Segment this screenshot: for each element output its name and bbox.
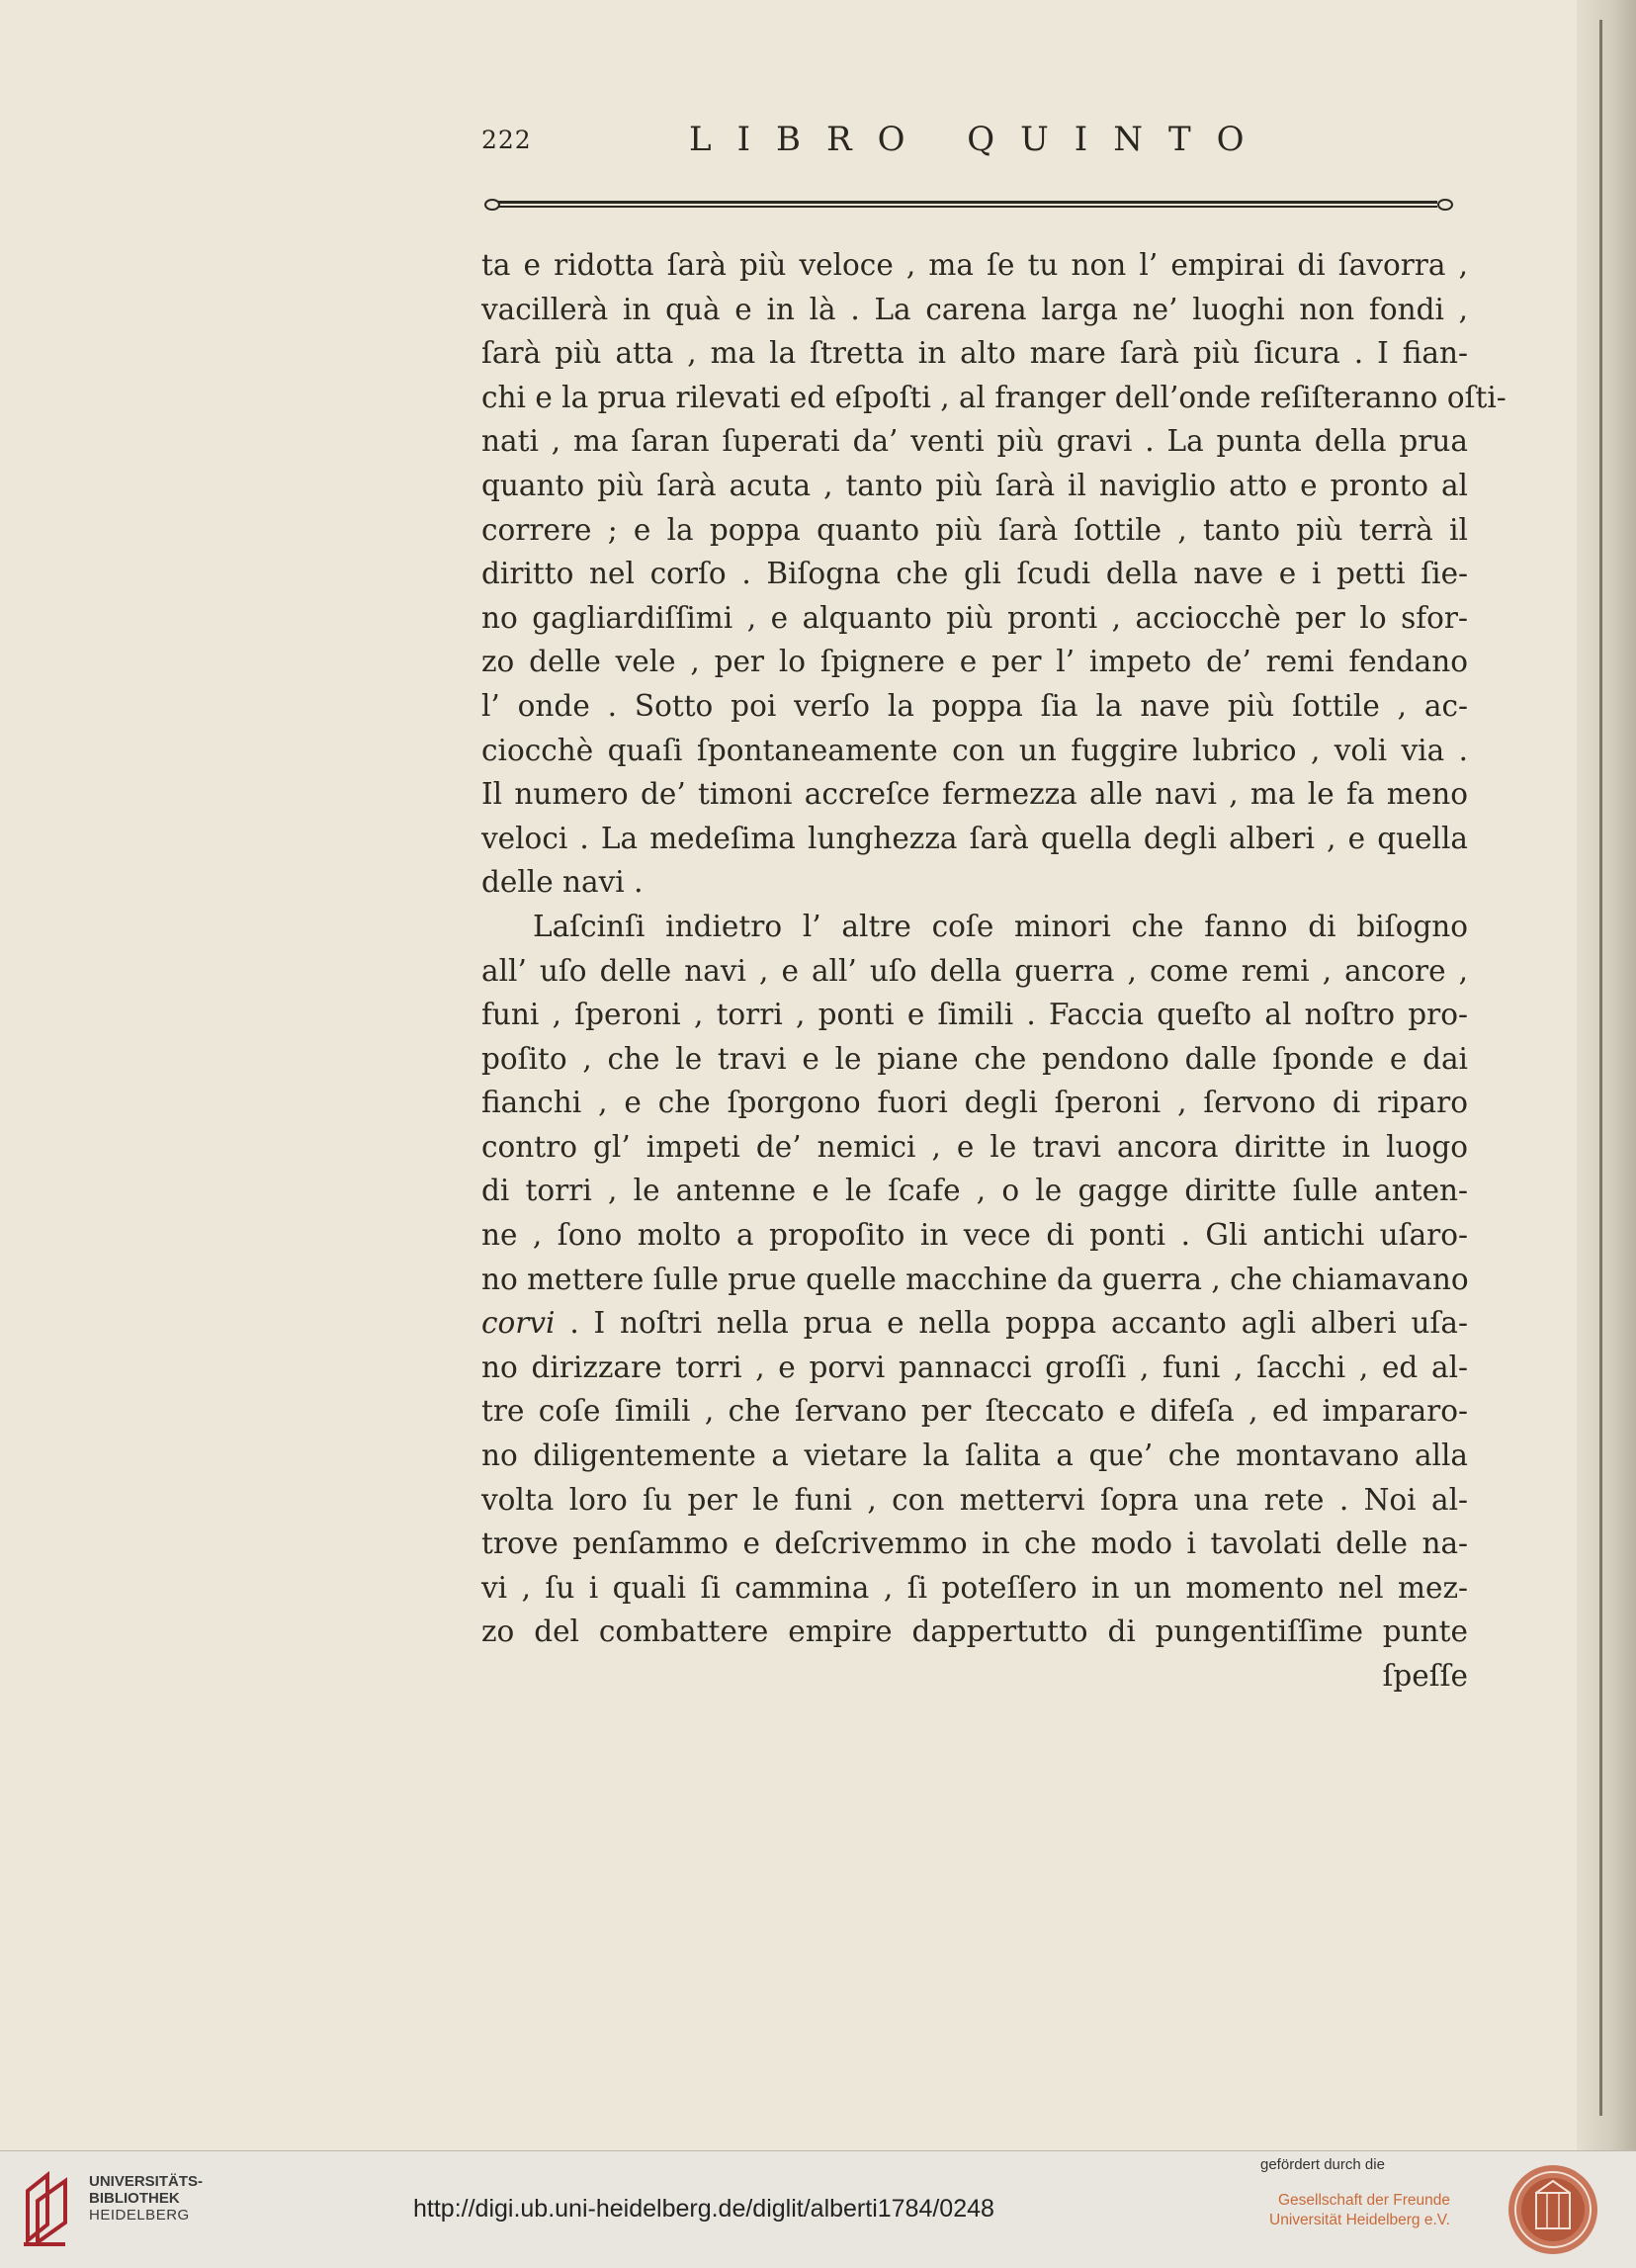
text-line: no mettere ſulle prue quelle macchine da guerra , che chiamavano (481, 1262, 1469, 1296)
text-line: vi , ſu i quali ſi cammina , ſi poteſſero in un momento nel mez- (481, 1570, 1468, 1605)
text-line: poſito , che le travi e le piane che pendono dalle ſponde e dai (481, 1041, 1468, 1076)
text-line: tre coſe ſimili , che ſervano per ſteccato e difeſa , ed impararo- (481, 1394, 1468, 1429)
text-line: veloci . La medeſima lunghezza ſarà quella degli alberi , e quella (481, 821, 1468, 855)
text-line: zo del combattere empire dappertutto di pungentiſſime punte (481, 1614, 1468, 1649)
text-line: no diligentemente a vietare la ſalita a que’ che montavano alla (481, 1439, 1468, 1473)
page-edge (1599, 20, 1602, 2116)
text-line: correre ; e la poppa quanto più ſarà ſottile , tanto più terrà il (481, 512, 1468, 547)
text-line: no dirizzare torri , e porvi pannacci groſſi , funi , ſacchi , ed al- (481, 1350, 1468, 1384)
university-seal-icon (1507, 2163, 1599, 2256)
sponsor-name (1252, 2191, 1450, 2230)
text-line: fianchi , e che ſporgono fuori degli ſperoni , ſervono di riparo (481, 1086, 1468, 1120)
page-gutter-shadow (1577, 0, 1636, 2150)
viewer-footer (0, 2150, 1636, 2268)
text-line: diritto nel corſo . Biſogna che gli ſcudi della nave e i petti ſie- (481, 557, 1468, 591)
university-library-logo-icon (22, 2171, 71, 2246)
library-name-line: UNIVERSITÄTS- (89, 2173, 204, 2190)
text-line: ta e ridotta ſarà più veloce , ma ſe tu non l’ empirai di ſavorra , (481, 248, 1468, 282)
sponsor-name-line: Universität Heidelberg e.V. (1269, 2212, 1450, 2228)
text-line: ciocchè quaſi ſpontaneamente con un fuggire lubrico , voli via . (481, 733, 1468, 767)
text-line: ne , ſono molto a propoſito in vece di ponti . Gli antichi uſaro- (481, 1218, 1468, 1253)
text-line: all’ uſo delle navi , e all’ uſo della guerra , come remi , ancore , (481, 953, 1468, 988)
catchword: ſpeſſe (1382, 1659, 1468, 1693)
page-header (481, 120, 1473, 165)
ornamental-rule (484, 197, 1453, 213)
text-line: no gagliardiſſimi , e alquanto più pronti , acciocchè per lo sfor- (481, 600, 1468, 635)
library-name-line: HEIDELBERG (89, 2207, 190, 2224)
text-line: quanto più ſarà acuta , tanto più ſarà il naviglio atto e pronto al (481, 468, 1468, 502)
text-line: funi , ſperoni , torri , ponti e ſimili . Faccia queſto al noſtro pro- (481, 998, 1468, 1032)
text-line: volta loro ſu per le funi , con mettervi ſopra una rete . Noi al- (481, 1482, 1468, 1517)
text-line: di torri , le antenne e le ſcafe , o le gagge diritte ſulle anten- (481, 1174, 1468, 1208)
text-line: delle navi . (481, 865, 644, 900)
italic-term: corvi (481, 1306, 556, 1341)
text-line: vacillerà in quà e in là . La carena larga ne’ luoghi non fondi , (481, 292, 1468, 326)
library-name (89, 2173, 203, 2224)
text-line: zo delle vele , per lo ſpignere e per l’ impeto de’ remi fendano (481, 645, 1468, 679)
running-head: LIBRO QUINTO (689, 120, 1270, 159)
page-number: 222 (481, 126, 532, 154)
text-line: trove penſammo e deſcrivemmo in che modo i tavolati delle na- (481, 1527, 1468, 1561)
text-line: Il numero de’ timoni accreſce fermezza alle navi , ma le fa meno (481, 777, 1468, 812)
sponsor-intro: gefördert durch die (1260, 2156, 1385, 2173)
permalink-url[interactable]: http://digi.ub.uni-heidelberg.de/diglit/alberti1784/0248 (413, 2195, 994, 2223)
sponsor-name-line: Gesellschaft der Freunde (1277, 2192, 1450, 2209)
text-line: l’ onde . Sotto poi verſo la poppa ſia la nave più ſottile , ac- (481, 688, 1468, 723)
text-line: chi e la prua rilevati ed eſpoſti , al franger dell’onde reſiſteranno oſti- (481, 380, 1507, 414)
text-line: corvi . I noſtri nella prua e nella poppa accanto agli alberi uſa- (481, 1306, 1468, 1341)
text-line: contro gl’ impeti de’ nemici , e le travi ancora diritte in luogo (481, 1129, 1468, 1164)
text-line: ſarà più atta , ma la ſtretta in alto mare ſarà più ſicura . I fian- (481, 336, 1468, 371)
text-line-paragraph-start: Laſcinſi indietro l’ altre coſe minori che fanno di biſogno (533, 909, 1468, 943)
text-line: nati , ma ſaran ſuperati da’ venti più gravi . La punta della prua (481, 424, 1468, 459)
library-name-line: BIBLIOTHEK (89, 2190, 180, 2207)
body-text (481, 243, 1507, 1699)
